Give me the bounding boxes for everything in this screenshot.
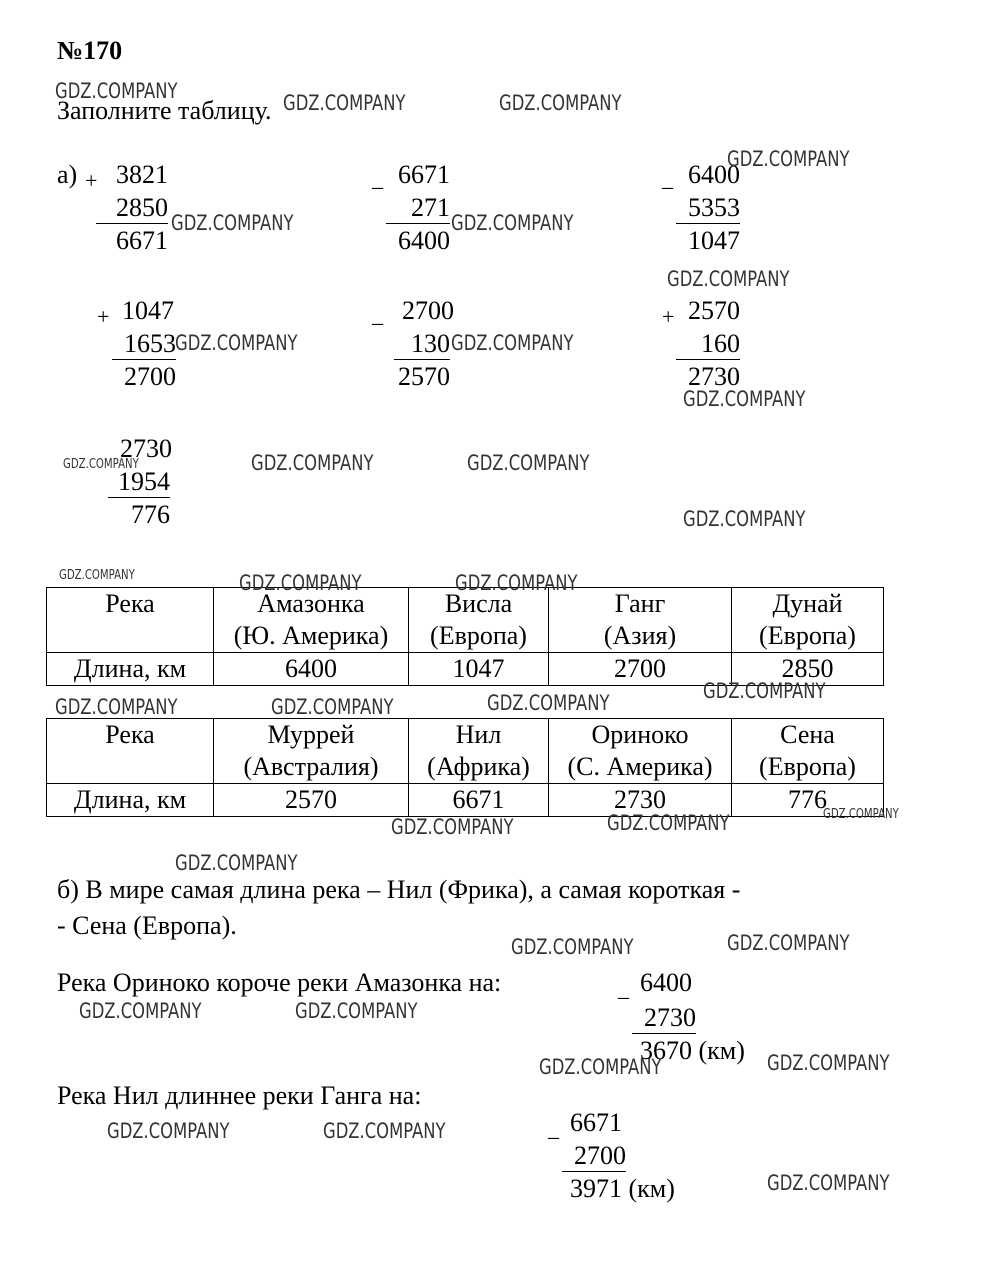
subtrahend: 130 — [394, 329, 450, 360]
length-header: Длина, км — [47, 784, 214, 817]
rivers-table-1 — [46, 587, 884, 686]
watermark: GDZ.COMPANY — [79, 999, 202, 1023]
subtrahend: 2730 — [632, 1003, 696, 1034]
watermark: GDZ.COMPANY — [767, 1171, 890, 1195]
watermark: GDZ.COMPANY — [499, 91, 622, 115]
addend-top: 1047 — [122, 296, 174, 325]
result: 6400 — [398, 226, 450, 255]
river-name: Висла — [444, 589, 513, 618]
watermark: GDZ.COMPANY — [667, 267, 790, 291]
operation-sign: _ — [618, 976, 629, 1001]
watermark: GDZ.COMPANY — [487, 691, 610, 715]
watermark: GDZ.COMPANY — [727, 147, 850, 171]
watermark: GDZ.COMPANY — [767, 1051, 890, 1075]
watermark: GDZ.COMPANY — [171, 211, 294, 235]
river-length: 2850 — [732, 653, 884, 686]
operation-sign: _ — [548, 1116, 559, 1141]
result: 1047 — [688, 226, 740, 255]
minuend: 6400 — [688, 160, 740, 189]
river-region: (Африка) — [427, 752, 530, 781]
result: 2570 — [398, 362, 450, 391]
table-cell — [409, 719, 549, 784]
addend-top: 2570 — [688, 296, 740, 325]
watermark: GDZ.COMPANY — [683, 387, 806, 411]
subtrahend: 2700 — [562, 1141, 626, 1172]
length-header: Длина, км — [47, 653, 214, 686]
watermark: GDZ.COMPANY — [607, 811, 730, 835]
instruction: Заполните таблицу. — [57, 96, 272, 125]
table-row — [47, 784, 884, 817]
minuend: 6671 — [398, 160, 450, 189]
river-region: (С. Америка) — [567, 752, 713, 781]
watermark: GDZ.COMPANY — [511, 935, 634, 959]
minuend: 2730 — [120, 434, 172, 463]
result: 776 — [131, 500, 170, 529]
watermark: GDZ.COMPANY — [107, 1119, 230, 1143]
river-region: (Австралия) — [243, 752, 379, 781]
addend-bottom: 2850 — [96, 193, 168, 224]
watermark: GDZ.COMPANY — [727, 931, 850, 955]
watermark: GDZ.COMPANY — [455, 571, 578, 595]
river-length: 776 — [732, 784, 884, 817]
river-name: Сена — [780, 720, 835, 749]
river-length: 2730 — [549, 784, 732, 817]
watermark: GDZ.COMPANY — [59, 568, 135, 583]
river-region: (Европа) — [759, 621, 856, 650]
river-name: Ганг — [614, 589, 666, 618]
river-name: Амазонка — [257, 589, 365, 618]
problem-number: №170 — [57, 36, 123, 65]
river-length: 2700 — [549, 653, 732, 686]
minuend: 6671 — [570, 1108, 622, 1137]
river-region: (Европа) — [759, 752, 856, 781]
river-name: Муррей — [267, 720, 355, 749]
table-cell — [732, 588, 884, 653]
watermark: GDZ.COMPANY — [323, 1119, 446, 1143]
question-nile-ganges: Река Нил длиннее реки Ганга на: — [57, 1081, 422, 1110]
result: 2730 — [688, 362, 740, 391]
result: 2700 — [124, 362, 176, 391]
part-b-line-1: б) В мире самая длина река – Нил (Фрика), а самая короткая - — [57, 875, 741, 904]
table-cell — [732, 719, 884, 784]
result: 3971 (км) — [570, 1174, 675, 1203]
row-header: Река — [47, 588, 214, 653]
table-cell — [549, 588, 732, 653]
watermark: GDZ.COMPANY — [239, 571, 362, 595]
operation-sign: + — [97, 304, 110, 329]
table-cell — [549, 719, 732, 784]
watermark: GDZ.COMPANY — [539, 1055, 662, 1079]
row-header: Река — [47, 719, 214, 784]
river-length: 1047 — [409, 653, 549, 686]
operation-sign: + — [85, 168, 98, 193]
watermark: GDZ.COMPANY — [175, 331, 298, 355]
table-cell — [214, 719, 409, 784]
operation-sign: _ — [372, 166, 383, 191]
river-name: Дунай — [772, 589, 843, 618]
watermark: GDZ.COMPANY — [251, 451, 374, 475]
watermark: GDZ.COMPANY — [271, 695, 394, 719]
addend-top: 3821 — [116, 160, 168, 189]
river-region: (Ю. Америка) — [233, 621, 389, 650]
watermark: GDZ.COMPANY — [683, 507, 806, 531]
result: 6671 — [116, 226, 168, 255]
addend-bottom: 1653 — [112, 329, 176, 360]
operation-sign: + — [662, 304, 675, 329]
question-orinoco-amazon: Река Ориноко короче реки Амазонка на: — [57, 968, 502, 997]
river-length: 6400 — [214, 653, 409, 686]
watermark: GDZ.COMPANY — [451, 331, 574, 355]
river-region: (Азия) — [603, 621, 677, 650]
watermark: GDZ.COMPANY — [283, 91, 406, 115]
table-row — [47, 588, 884, 653]
watermark: GDZ.COMPANY — [175, 851, 298, 875]
river-length: 6671 — [409, 784, 549, 817]
table-cell — [409, 588, 549, 653]
part-a-label: а) — [57, 160, 78, 189]
subtrahend: 1954 — [108, 467, 170, 498]
subtrahend: 5353 — [676, 193, 740, 224]
result: 3670 (км) — [640, 1036, 745, 1065]
watermark: GDZ.COMPANY — [63, 457, 139, 472]
river-name: Нил — [455, 720, 502, 749]
part-b-line-2: - Сена (Европа). — [57, 911, 237, 940]
table-row — [47, 719, 884, 784]
subtrahend: 271 — [386, 193, 450, 224]
watermark: GDZ.COMPANY — [451, 211, 574, 235]
minuend: 2700 — [402, 296, 454, 325]
watermark: GDZ.COMPANY — [295, 999, 418, 1023]
table-cell — [214, 588, 409, 653]
river-name: Ориноко — [591, 720, 689, 749]
rivers-table-2 — [46, 718, 884, 817]
river-length: 2570 — [214, 784, 409, 817]
operation-sign: _ — [662, 166, 673, 191]
watermark: GDZ.COMPANY — [55, 695, 178, 719]
operation-sign: _ — [372, 302, 383, 327]
watermark: GDZ.COMPANY — [391, 815, 514, 839]
minuend: 6400 — [640, 968, 692, 997]
watermark: GDZ.COMPANY — [55, 79, 178, 103]
watermark: GDZ.COMPANY — [703, 679, 826, 703]
river-region: (Европа) — [430, 621, 527, 650]
watermark: GDZ.COMPANY — [467, 451, 590, 475]
addend-bottom: 160 — [676, 329, 740, 360]
watermark: GDZ.COMPANY — [823, 807, 899, 822]
